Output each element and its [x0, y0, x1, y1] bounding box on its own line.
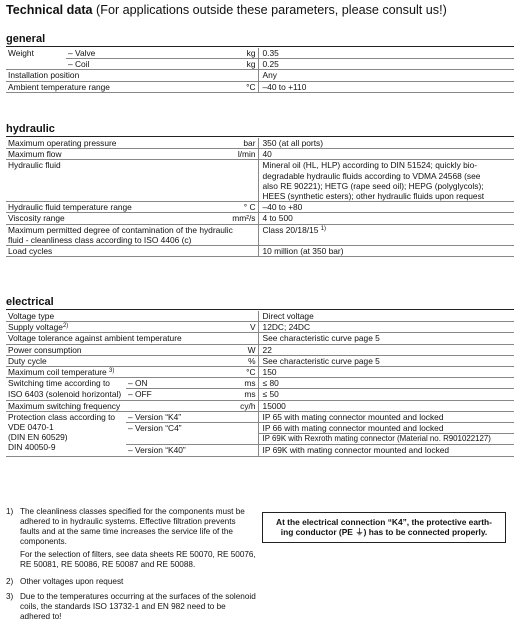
footnote-1: 1) The cleanliness classes specified for the components must be adhered to in hydraulic systems. Effective filtration prevents faults and at the same time increases the service life of the components. For the selection of filters, see data sheets RE 50070, RE 50076, RE 50081, RE 50086, RE 50087 and RE 50088. [6, 507, 256, 569]
warning-box: At the electrical connection “K4”, the protective earth- ing conductor (PE ⏚) has to be connected properly. [262, 512, 506, 543]
section-electrical: electrical [6, 296, 514, 310]
table-row: – Coil kg 0.25 [6, 59, 514, 70]
table-row: Hydraulic fluid temperature range ° C –40 to +80 [6, 202, 514, 213]
footnote-2: 2) Other voltages upon request [6, 577, 124, 586]
table-row: – Version “K40” IP 69K with mating connector mounted and locked [6, 445, 514, 456]
table-row: IP 69K with Rexroth mating connector (Material no. R901022127) [6, 434, 514, 445]
section-general: general [6, 33, 514, 47]
table-row: ISO 6403 (solenoid horizontal) – OFF ms ≤ 50 [6, 389, 514, 400]
table-row: Voltage tolerance against ambient temperature See characteristic curve page 5 [6, 333, 514, 344]
table-row: Switching time according to – ON ms ≤ 80 [6, 378, 514, 389]
table-row: Power consumption W 22 [6, 344, 514, 355]
table-row: Hydraulic fluid Mineral oil (HL, HLP) according to DIN 51524; quickly bio- degradable hydraulic fluids according to VDMA 24568 (see also RE 90221); HETG (rape seed oil); HEPG (polyglycols); HEES (synthetic esters); other hydraulic fluids upon request [6, 160, 514, 202]
page-title: Technical data (For applications outside these parameters, please consult us!) [6, 3, 447, 17]
table-row: Ambient temperature range °C –40 to +110 [6, 81, 514, 92]
table-row: – Version “C4” IP 66 with mating connector mounted and locked [6, 423, 514, 434]
table-row: Protection class according to VDE 0470-1 (DIN EN 60529) DIN 40050-9 – Version “K4” IP 65 with mating connector mounted and locked [6, 411, 514, 422]
table-row: Maximum flow l/min 40 [6, 149, 514, 160]
table-row: Maximum operating pressure bar 350 (at all ports) [6, 138, 514, 149]
table-row: Maximum switching frequency cy/h 15000 [6, 400, 514, 411]
table-row: Duty cycle % See characteristic curve page 5 [6, 355, 514, 366]
footnote-3: 3) Due to the temperatures occurring at the surfaces of the solenoid coils, the standards ISO 13732-1 and EN 982 need to be adhered to! [6, 592, 256, 621]
section-hydraulic: hydraulic [6, 123, 514, 137]
table-row: Maximum permitted degree of contamination of the hydraulic fluid - cleanliness class according to ISO 4406 (c) Class 20/18/15 $^{1)}$ [6, 224, 514, 245]
table-row: Supply voltage$^{2)}$ V 12DC; 24DC [6, 322, 514, 333]
general-table [6, 48, 514, 93]
table-row: Installation position Any [6, 70, 514, 81]
table-row: Maximum coil temperature $^{3)}$ °C 150 [6, 367, 514, 378]
hydraulic-table [6, 138, 514, 257]
table-row: Voltage type Direct voltage [6, 311, 514, 322]
table-row: Weight – Valve kg 0.35 [6, 48, 514, 59]
table-row: Load cycles 10 million (at 350 bar) [6, 246, 514, 257]
electrical-table [6, 311, 514, 457]
table-row: Viscosity range mm²/s 4 to 500 [6, 213, 514, 224]
